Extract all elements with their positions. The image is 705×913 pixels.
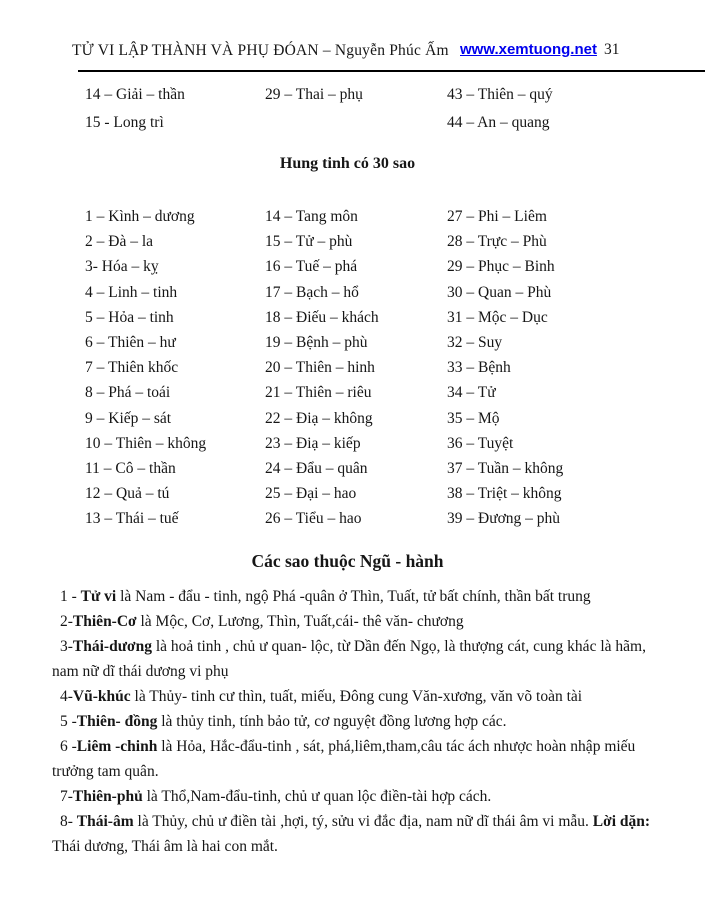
paragraph-text: là Thổ,Nam-đẩu-tinh, chủ ư quan lộc điền-tài hợp cách. [142,788,492,805]
list-item: 16 – Tuế – phá [265,258,358,276]
list-item: 25 – Đại – hao [265,485,357,503]
star-term: Thái-dương [72,638,152,655]
star-paragraph [52,634,654,684]
list-item: 18 – Điếu – khách [265,308,379,326]
list-row [85,114,705,142]
paragraph-text: là Thủy- tinh cư thìn, tuất, miếu, Đông cung Văn-xương, văn võ toàn tài [130,688,583,705]
list-item: 33 – Bệnh [447,359,511,377]
star-term: Thiên- đồng [76,713,158,730]
section-heading-hung-tinh: Hung tinh có 30 sao [279,155,416,172]
list-item: 37 – Tuần – không [447,459,564,477]
book-title: TỬ VI LẬP THÀNH VÀ PHỤ ĐÓAN – Nguyễn Phúc Ấm [72,42,449,59]
list-item: 30 – Quan – Phù [447,283,552,301]
list-item: 19 – Bệnh – phù [265,333,368,351]
paragraph-text: 7- [60,788,73,805]
star-term: Thiên-Cơ [72,613,137,630]
list-item: 35 – Mộ [447,409,500,427]
star-paragraph [52,809,654,859]
paragraph-text: 4- [60,688,73,705]
list-item: 39 – Đương – phù [447,510,561,528]
list-item: 26 – Tiểu – hao [265,510,362,528]
paragraph-text: là thủy tinh, tính bảo tử, cơ nguyệt đồng lương hợp các. [157,713,507,730]
list-item: 15 - Long trì [85,114,164,131]
list-row [85,410,705,435]
paragraph-text: là Thủy, chủ ư điền tài ,hợi, tý, sửu vi đắc địa, nam nữ dĩ thái âm vi mẫu. [133,813,593,830]
list-item: 14 – Giải – thần [85,86,185,103]
list-row [85,510,705,535]
list-item: 20 – Thiên – hinh [265,359,375,377]
list-item: 11 – Cô – thần [85,459,176,477]
list-item: 29 – Thai – phụ [265,86,363,103]
list-item: 22 – Điạ – không [265,409,373,427]
paragraph-text: là Hỏa, Hắc-đẩu-tinh , sát, phá,liêm,tham,câu tác ách nhược hoàn nhập miếu trưởng tam quân. [52,738,636,780]
list-item: 12 – Quả – tú [85,485,170,503]
list-item: 9 – Kiếp – sát [85,409,172,427]
list-row [85,334,705,359]
list-item: 13 – Thái – tuế [85,510,179,528]
list-row [85,233,705,258]
list-item [265,114,447,142]
list-row [85,208,705,233]
star-term: Thiên-phủ [72,788,143,805]
list-item: 38 – Triệt – không [447,485,562,503]
star-paragraph [52,734,654,784]
list-item: 21 – Thiên – riêu [265,384,372,402]
list-item: 34 – Tử [447,384,496,402]
xemtuong-link[interactable]: www.xemtuong.net [460,41,597,58]
list-item: 17 – Bạch – hổ [265,283,359,301]
list-item: 29 – Phục – Binh [447,258,555,276]
star-paragraph [52,609,654,634]
list-row [85,485,705,510]
list-item: 44 – An – quang [447,114,550,131]
star-paragraph [52,709,654,734]
list-item: 28 – Trực – Phù [447,233,547,251]
star-paragraph [52,584,654,609]
star-paragraph [52,684,654,709]
paragraph-text: Thái dương, Thái âm là hai con mắt. [52,838,278,855]
list-item: 1 – Kình – dương [85,208,195,225]
header-right [460,41,619,59]
list-item: 15 – Tử – phù [265,233,353,251]
star-term: Thái-âm [76,813,134,830]
paragraph-text: 1 - [60,588,81,605]
list-item: 6 – Thiên – hư [85,333,176,351]
list-item: 10 – Thiên – không [85,434,207,452]
list-row [85,309,705,334]
star-paragraph [52,784,654,809]
list-item: 36 – Tuyệt [447,434,514,452]
star-term: Lời dặn: [592,813,651,830]
list-row [85,384,705,409]
star-term: Liêm -chinh [76,738,158,755]
paragraph-text: 2- [60,613,73,630]
paragraph-text: là Nam - đẩu - tinh, ngộ Phá -quân ở Thìn, Tuất, tử bất chính, thần bất trung [116,588,591,605]
minor-stars-list [85,86,705,142]
list-item: 2 – Đà – la [85,233,154,251]
list-item: 3- Hóa – kỵ [85,258,159,276]
list-row [85,460,705,485]
header-divider [78,70,705,72]
star-term: Tử vi [80,588,117,605]
list-item: 4 – Linh – tinh [85,283,178,301]
list-item: 27 – Phi – Liêm [447,208,547,225]
star-term: Vũ-khúc [72,688,131,705]
list-row [85,258,705,283]
list-item: 5 – Hỏa – tinh [85,308,174,326]
section-heading-ngu-hanh: Các sao thuộc Ngũ - hành [251,551,444,571]
list-item: 8 – Phá – toái [85,384,171,402]
paragraph-text: 8- [60,813,77,830]
star-paragraphs [52,584,654,859]
list-item: 23 – Điạ – kiếp [265,434,361,452]
list-item: 24 – Đẩu – quân [265,459,368,477]
list-item: 43 – Thiên – quý [447,86,553,103]
paragraph-text: 3- [60,638,73,655]
list-row [85,284,705,309]
list-item: 31 – Mộc – Dục [447,308,548,326]
list-row [85,359,705,384]
page-number: 31 [603,41,620,58]
paragraph-text: 5 - [60,713,77,730]
list-item: 7 – Thiên khốc [85,359,179,377]
list-item: 14 – Tang môn [265,208,358,225]
paragraph-text: là Mộc, Cơ, Lương, Thìn, Tuất,cái- thê văn- chương [136,613,464,630]
paragraph-text: 6 - [60,738,77,755]
list-item: 32 – Suy [447,333,503,351]
list-row [85,435,705,460]
list-row [85,86,705,114]
paragraph-text: là hoả tinh , chủ ư quan- lộc, từ Dần đến Ngọ, là thượng cát, cung khác là hãm, nam nữ dĩ thái dương vi phụ [52,638,646,680]
hung-tinh-list [85,208,705,535]
